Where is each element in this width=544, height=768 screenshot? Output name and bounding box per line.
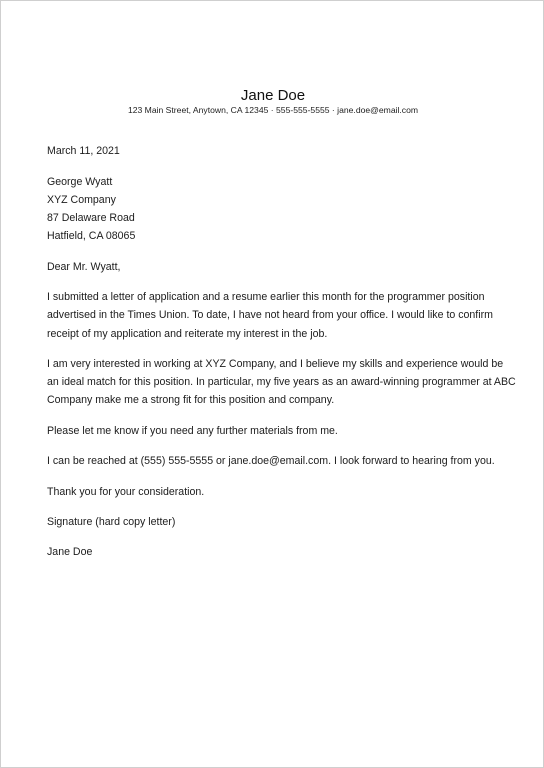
paragraph-2: I am very interested in working at XYZ Company, and I believe my skills and experience would be an ideal match for this position. In particular, my five years as an award-winning programmer at ABC Company make me a strong fit for this position and company. [47, 357, 516, 407]
sender-contact-line: 123 Main Street, Anytown, CA 12345 · 555-555-5555 · jane.doe@email.com [127, 105, 419, 115]
recipient-street: 87 Delaware Road [47, 212, 135, 225]
signature-note: Signature (hard copy letter) [47, 515, 176, 528]
sender-name: Jane Doe [240, 87, 306, 104]
recipient-city: Hatfield, CA 08065 [47, 230, 136, 243]
signer-name: Jane Doe [47, 546, 93, 559]
salutation: Dear Mr. Wyatt, [47, 260, 121, 273]
paragraph-1: I submitted a letter of application and a resume earlier this month for the programmer position advertised in the Times Union. To date, I have not heard from your office. I would like to confirm receipt of my application and reiterate my interest in the job. [47, 291, 493, 340]
paragraph-3: Please let me know if you need any further materials from me. [47, 424, 338, 437]
recipient-company: XYZ Company [47, 194, 116, 206]
letter-body [47, 142, 517, 574]
recipient-name: George Wyatt [47, 175, 113, 188]
paragraph-4: I can be reached at (555) 555-5555 or jane.doe@email.com. I look forward to hearing from you. [47, 455, 495, 468]
letter-date: March 11, 2021 [47, 145, 120, 157]
closing-thanks: Thank you for your consideration. [47, 485, 205, 498]
